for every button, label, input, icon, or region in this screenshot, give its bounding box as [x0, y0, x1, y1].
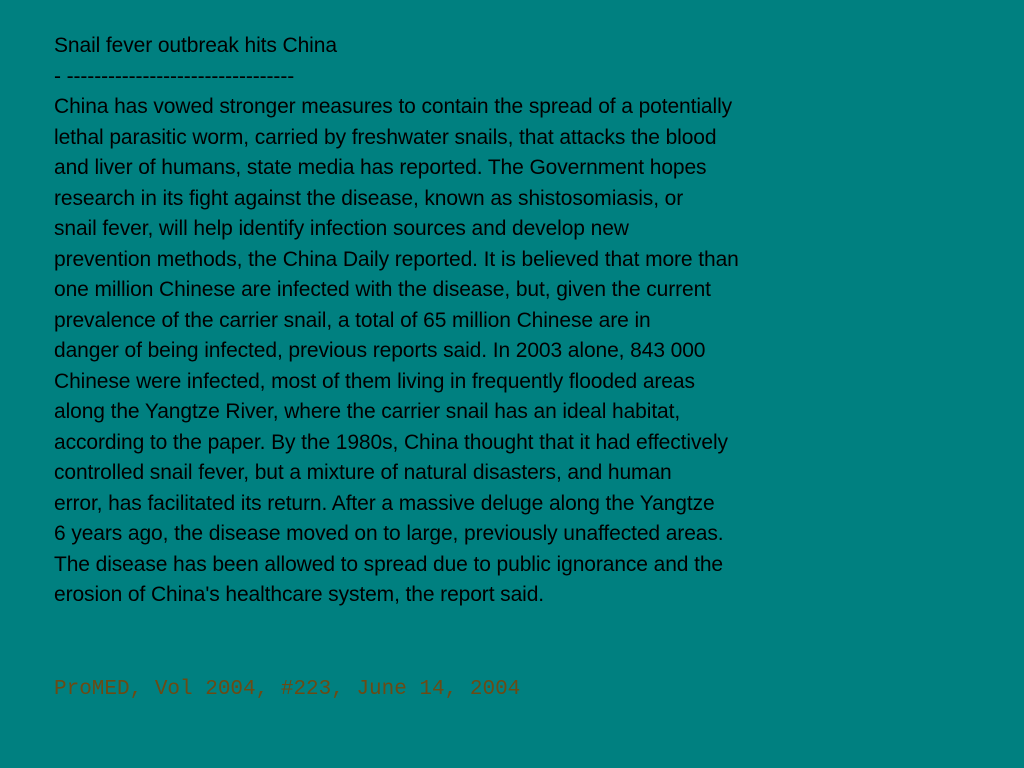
body-line: 6 years ago, the disease moved on to large, previously unaffected areas.	[54, 522, 724, 545]
body-line: danger of being infected, previous reports said. In 2003 alone, 843 000	[54, 339, 706, 362]
body-line: snail fever, will help identify infection sources and develop new	[54, 217, 629, 240]
body-line: one million Chinese are infected with the disease, but, given the current	[54, 278, 711, 301]
body-line: according to the paper. By the 1980s, China thought that it had effectively	[54, 430, 728, 454]
title-separator: - ---------------------------------	[54, 64, 295, 88]
body-line: erosion of China's healthcare system, the report said.	[54, 583, 545, 606]
body-line: China has vowed stronger measures to contain the spread of a potentially	[54, 95, 733, 118]
source-citation: ProMED, Vol 2004, #223, June 14, 2004	[54, 678, 521, 701]
body-line: Chinese were infected, most of them living in frequently flooded areas	[54, 369, 695, 393]
body-line: prevention methods, the China Daily reported. It is believed that more than	[54, 247, 739, 271]
article-title: Snail fever outbreak hits China	[54, 34, 337, 57]
body-line: lethal parasitic worm, carried by freshwater snails, that attacks the blood	[54, 125, 717, 149]
body-line: prevalence of the carrier snail, a total of 65 million Chinese are in	[54, 308, 651, 332]
body-line: research in its fight against the disease, known as shistosomiasis, or	[54, 186, 684, 210]
body-line: controlled snail fever, but a mixture of natural disasters, and human	[54, 461, 672, 484]
body-line: along the Yangtze River, where the carrier snail has an ideal habitat,	[54, 400, 681, 423]
article-block	[54, 31, 954, 611]
body-line: The disease has been allowed to spread due to public ignorance and the	[54, 552, 723, 576]
body-line: error, has facilitated its return. After a massive deluge along the Yangtze	[54, 491, 715, 515]
body-line: and liver of humans, state media has reported. The Government hopes	[54, 156, 707, 179]
